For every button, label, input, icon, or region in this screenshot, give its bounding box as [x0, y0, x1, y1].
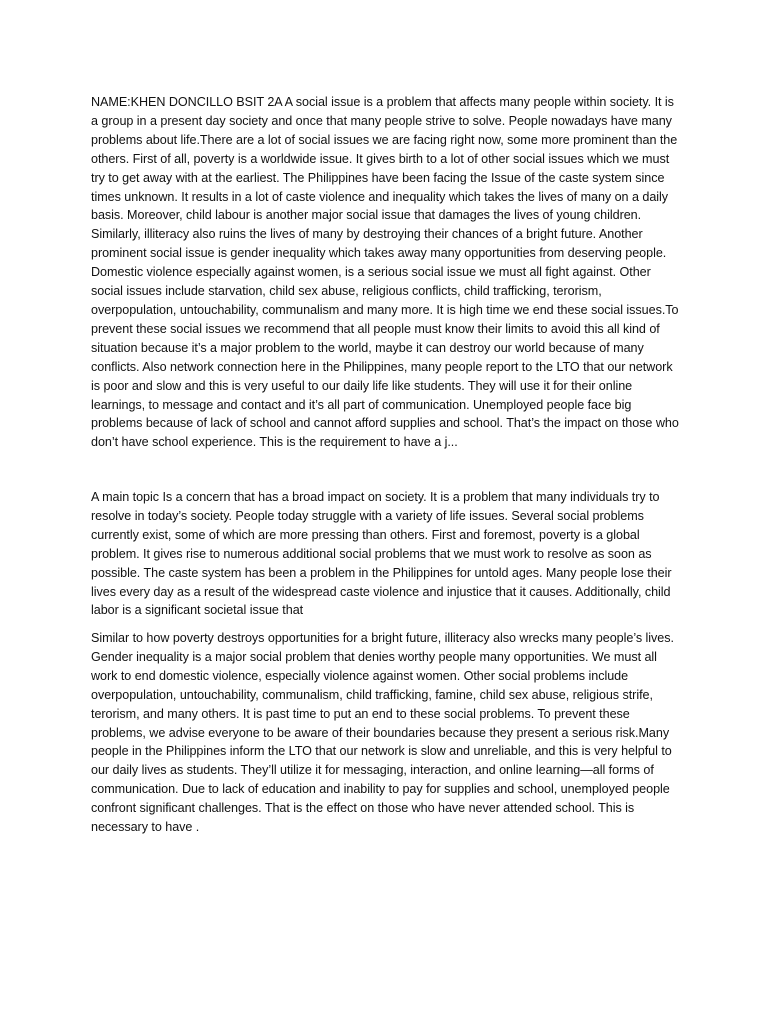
paragraph-original-essay: NAME:KHEN DONCILLO BSIT 2A A social issue is a problem that affects many people within society. It is a group in a present day society and once that many people strive to solve. People nowadays have many problems about life.There are a lot of social issues we are facing right now, some more prominent than the others. First of all, poverty is a worldwide issue. It gives birth to a lot of other social issues which we must try to get away with at the earliest. The Philippines have been facing the Issue of the caste system since times unknown. It results in a lot of caste violence and inequality which takes the lives of many on a daily basis. Moreover, child labour is another major social issue that damages the lives of young children. Similarly, illiteracy also ruins the lives of many by destroying their chances of a bright future. Another prominent social issue is gender inequality which takes away many opportunities from deserving people. Domestic violence especially against women, is a serious social issue we must all fight against. Other social issues include starvation, child sex abuse, religious conflicts, child trafficking, terorism, overpopulation, untouchability, communalism and many more. It is high time we end these social issues.To prevent these social issues we recommend that all people must know their limits to avoid this all kind of situation because it’s a major problem to the world, maybe it can destroy our world because of many conflicts. Also network connection here in the Philippines, many people report to the LTO that our network is poor and slow and this is very useful to our daily life like students. They will use it for their online learnings, to message and contact and it’s all part of communication. Unemployed people face big problems because of lack of school and cannot afford supplies and school. That’s the impact on those who don’t have school experience. This is the requirement to have a j... [91, 95, 679, 450]
paragraph-paraphrase-part-2: Similar to how poverty destroys opportunities for a bright future, illiteracy also wrecks many people’s lives. Gender inequality is a major social problem that denies worthy people many opportunities. We must all work to end domestic violence, especially violence against women. Other social problems include overpopulation, untouchability, communalism, child trafficking, famine, child sex abuse, religious strife, terorism, and many others. It is past time to put an end to these social problems. To prevent these problems, we advise everyone to be aware of their boundaries because they present a serious risk.Many people in the Philippines inform the LTO that our network is slow and unreliable, and this is very helpful to our daily lives as students. They’ll utilize it for messaging, interaction, and online learning—all forms of communication. Due to lack of education and inability to pay for supplies and school, unemployed people confront significant challenges. That is the effect on those who have never attended school. This is necessary to have . [91, 631, 674, 835]
paragraph-paraphrase-part-1: A main topic Is a concern that has a broad impact on society. It is a problem that many individuals try to resolve in today’s society. People today struggle with a variety of life issues. Several social problems currently exist, some of which are more pressing than others. First and foremost, poverty is a global problem. It gives rise to numerous additional social problems that we must work to resolve as soon as possible. The caste system has been a problem in the Philippines for untold ages. Many people lose their lives every day as a result of the widespread caste violence and injustice that it causes. Additionally, child labor is a significant societal issue that [91, 490, 672, 618]
